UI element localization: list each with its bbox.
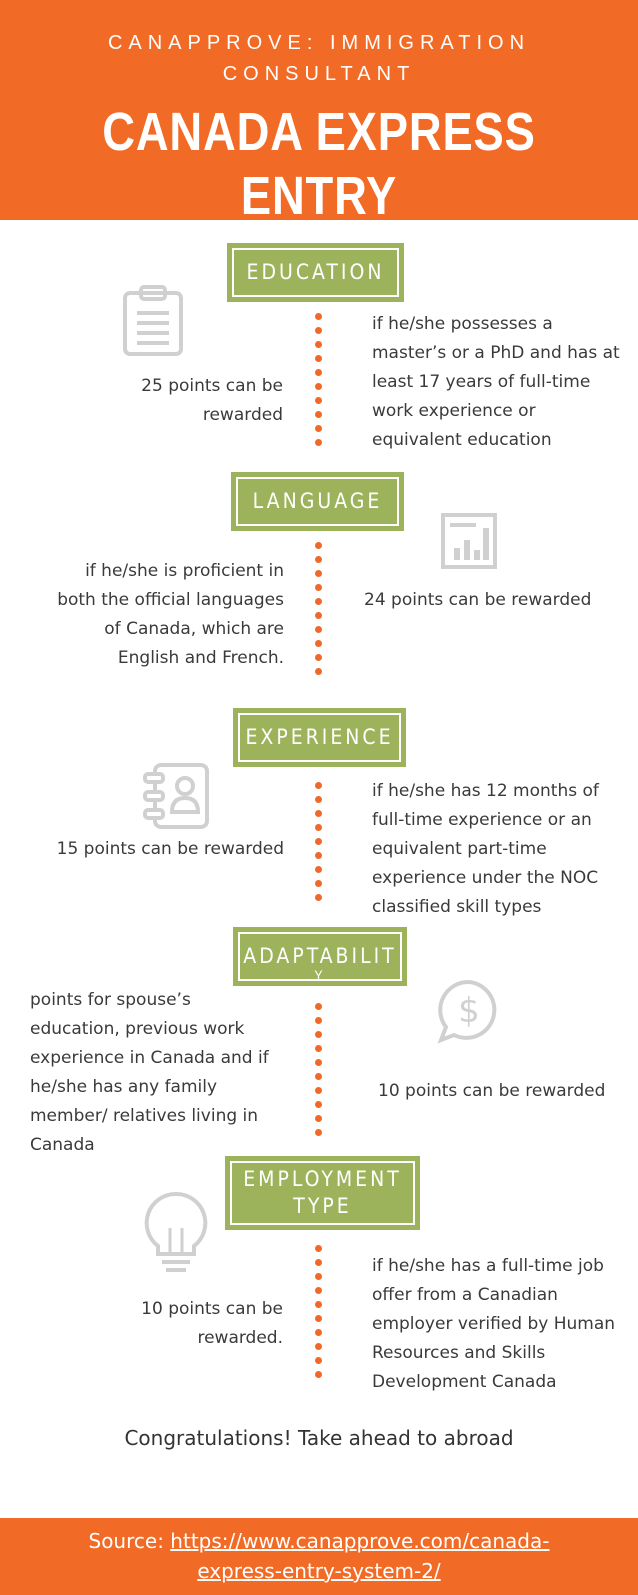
employment-dotted-divider: [315, 1245, 323, 1385]
clipboard-icon: [122, 285, 184, 361]
education-dotted-divider: [315, 313, 323, 453]
adaptability-points: 10 points can be rewarded: [378, 1081, 606, 1101]
adaptability-label-text: ADAPTABILIT Y: [243, 944, 397, 985]
education-points: 25 points can be rewarded: [141, 376, 283, 425]
experience-label: [233, 708, 406, 767]
education-detail: if he/she possesses a master’s or a PhD and has at least 17 years of full-time work experience or equivalent education: [372, 314, 620, 450]
employment-points: 10 points can be rewarded.: [141, 1299, 283, 1348]
subtitle-line-2: CONSULTANT: [222, 63, 416, 85]
language-points: 24 points can be rewarded: [364, 590, 592, 610]
contact-book-icon: [143, 762, 211, 834]
dollar-chat-icon: [436, 978, 502, 1048]
source-link-part-1[interactable]: https://www.canapprove.com/canada-: [170, 1529, 550, 1553]
employment-label-text: EMPLOYMENT TYPE: [243, 1167, 402, 1218]
bar-chart-icon: [440, 512, 498, 574]
subtitle-line-1: CANAPPROVE: IMMIGRATION: [107, 32, 531, 54]
adaptability-dotted-divider: [315, 1003, 323, 1143]
employment-detail: if he/she has a full-time job offer from a Canadian employer verified by Human Resources and Skills Development Canada: [372, 1256, 616, 1392]
header-subtitle: [0, 28, 638, 90]
adaptability-label: [233, 927, 407, 986]
education-label: [227, 243, 404, 302]
education-label-text: EDUCATION: [246, 260, 385, 284]
congratulations-text: Congratulations! Take ahead to abroad: [124, 1426, 514, 1450]
lightbulb-icon: [142, 1190, 210, 1282]
language-label-text: LANGUAGE: [252, 489, 383, 513]
employment-label: [225, 1156, 420, 1230]
language-dotted-divider: [315, 542, 323, 682]
language-detail: if he/she is proficient in both the official languages of Canada, which are English and French.: [57, 561, 284, 668]
experience-detail: if he/she has 12 months of full-time experience or an equivalent part-time experience under the NOC classified skill types: [372, 781, 599, 917]
svg-text:$: $: [458, 991, 480, 1031]
adaptability-detail: points for spouse’s education, previous work experience in Canada and if he/she has any family member/ relatives living in Canada: [30, 990, 269, 1155]
source-link-part-2[interactable]: express-entry-system-2/: [197, 1559, 441, 1583]
page-title: CANADA EXPRESS ENTRY: [102, 102, 536, 226]
source-prefix: Source:: [88, 1529, 171, 1553]
source-footer: [0, 1518, 638, 1595]
experience-label-text: EXPERIENCE: [245, 725, 394, 749]
experience-dotted-divider: [315, 782, 323, 908]
header-banner: [0, 0, 638, 226]
language-label: [231, 472, 404, 531]
experience-points: 15 points can be rewarded: [56, 839, 284, 859]
